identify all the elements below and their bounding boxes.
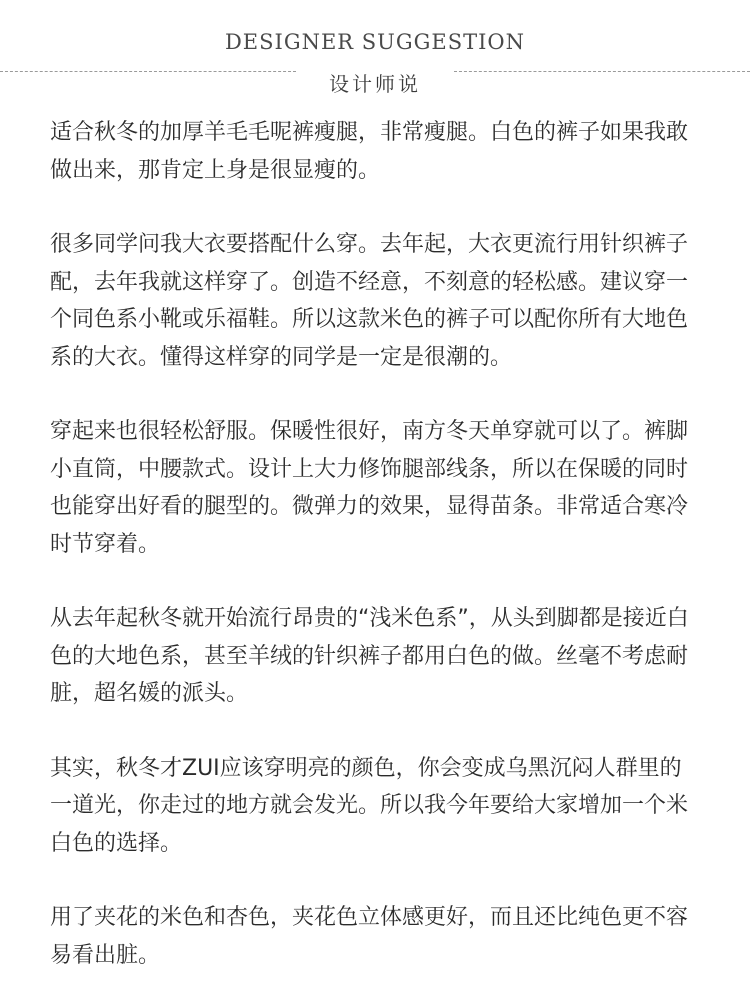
header-title-en: DESIGNER SUGGESTION [224,30,526,54]
header-title-cn: 设计师说 [329,72,421,96]
header-divider-right [454,71,750,72]
article-body [50,114,700,974]
paragraph: 穿起来也很轻松舒服。保暖性很好，南方冬天单穿就可以了。裤脚小直筒，中腰款式。设计上大力修饰腿部线条，所以在保暖的同时也能穿出好看的腿型的。微弹力的效果，显得苗条。非常适合寒冷时节穿着。 [50,419,689,557]
paragraph: 从去年起秋冬就开始流行昂贵的“浅米色系”，从头到脚都是接近白色的大地色系，甚至羊绒的针织裤子都用白色的做。丝毫不考虑耐脏，超名媛的派头。 [50,606,689,706]
paragraph: 用了夹花的米色和杏色，夹花色立体感更好，而且还比纯色更不容易看出脏。 [50,905,689,968]
paragraph: 适合秋冬的加厚羊毛毛呢裤瘦腿，非常瘦腿。白色的裤子如果我敢做出来，那肯定上身是很显瘦的。 [50,120,689,183]
paragraph: 其实，秋冬才ZUI应该穿明亮的颜色，你会变成乌黑沉闷人群里的一道光，你走过的地方就会发光。所以我今年要给大家增加一个米白色的选择。 [50,755,689,856]
paragraph: 很多同学问我大衣要搭配什么穿。去年起，大衣更流行用针织裤子配，去年我就这样穿了。创造不经意，不刻意的轻松感。建议穿一个同色系小靴或乐福鞋。所以这款米色的裤子可以配你所有大地色系的大衣。懂得这样穿的同学是一定是很潮的。 [50,232,689,370]
section-header [0,30,750,100]
